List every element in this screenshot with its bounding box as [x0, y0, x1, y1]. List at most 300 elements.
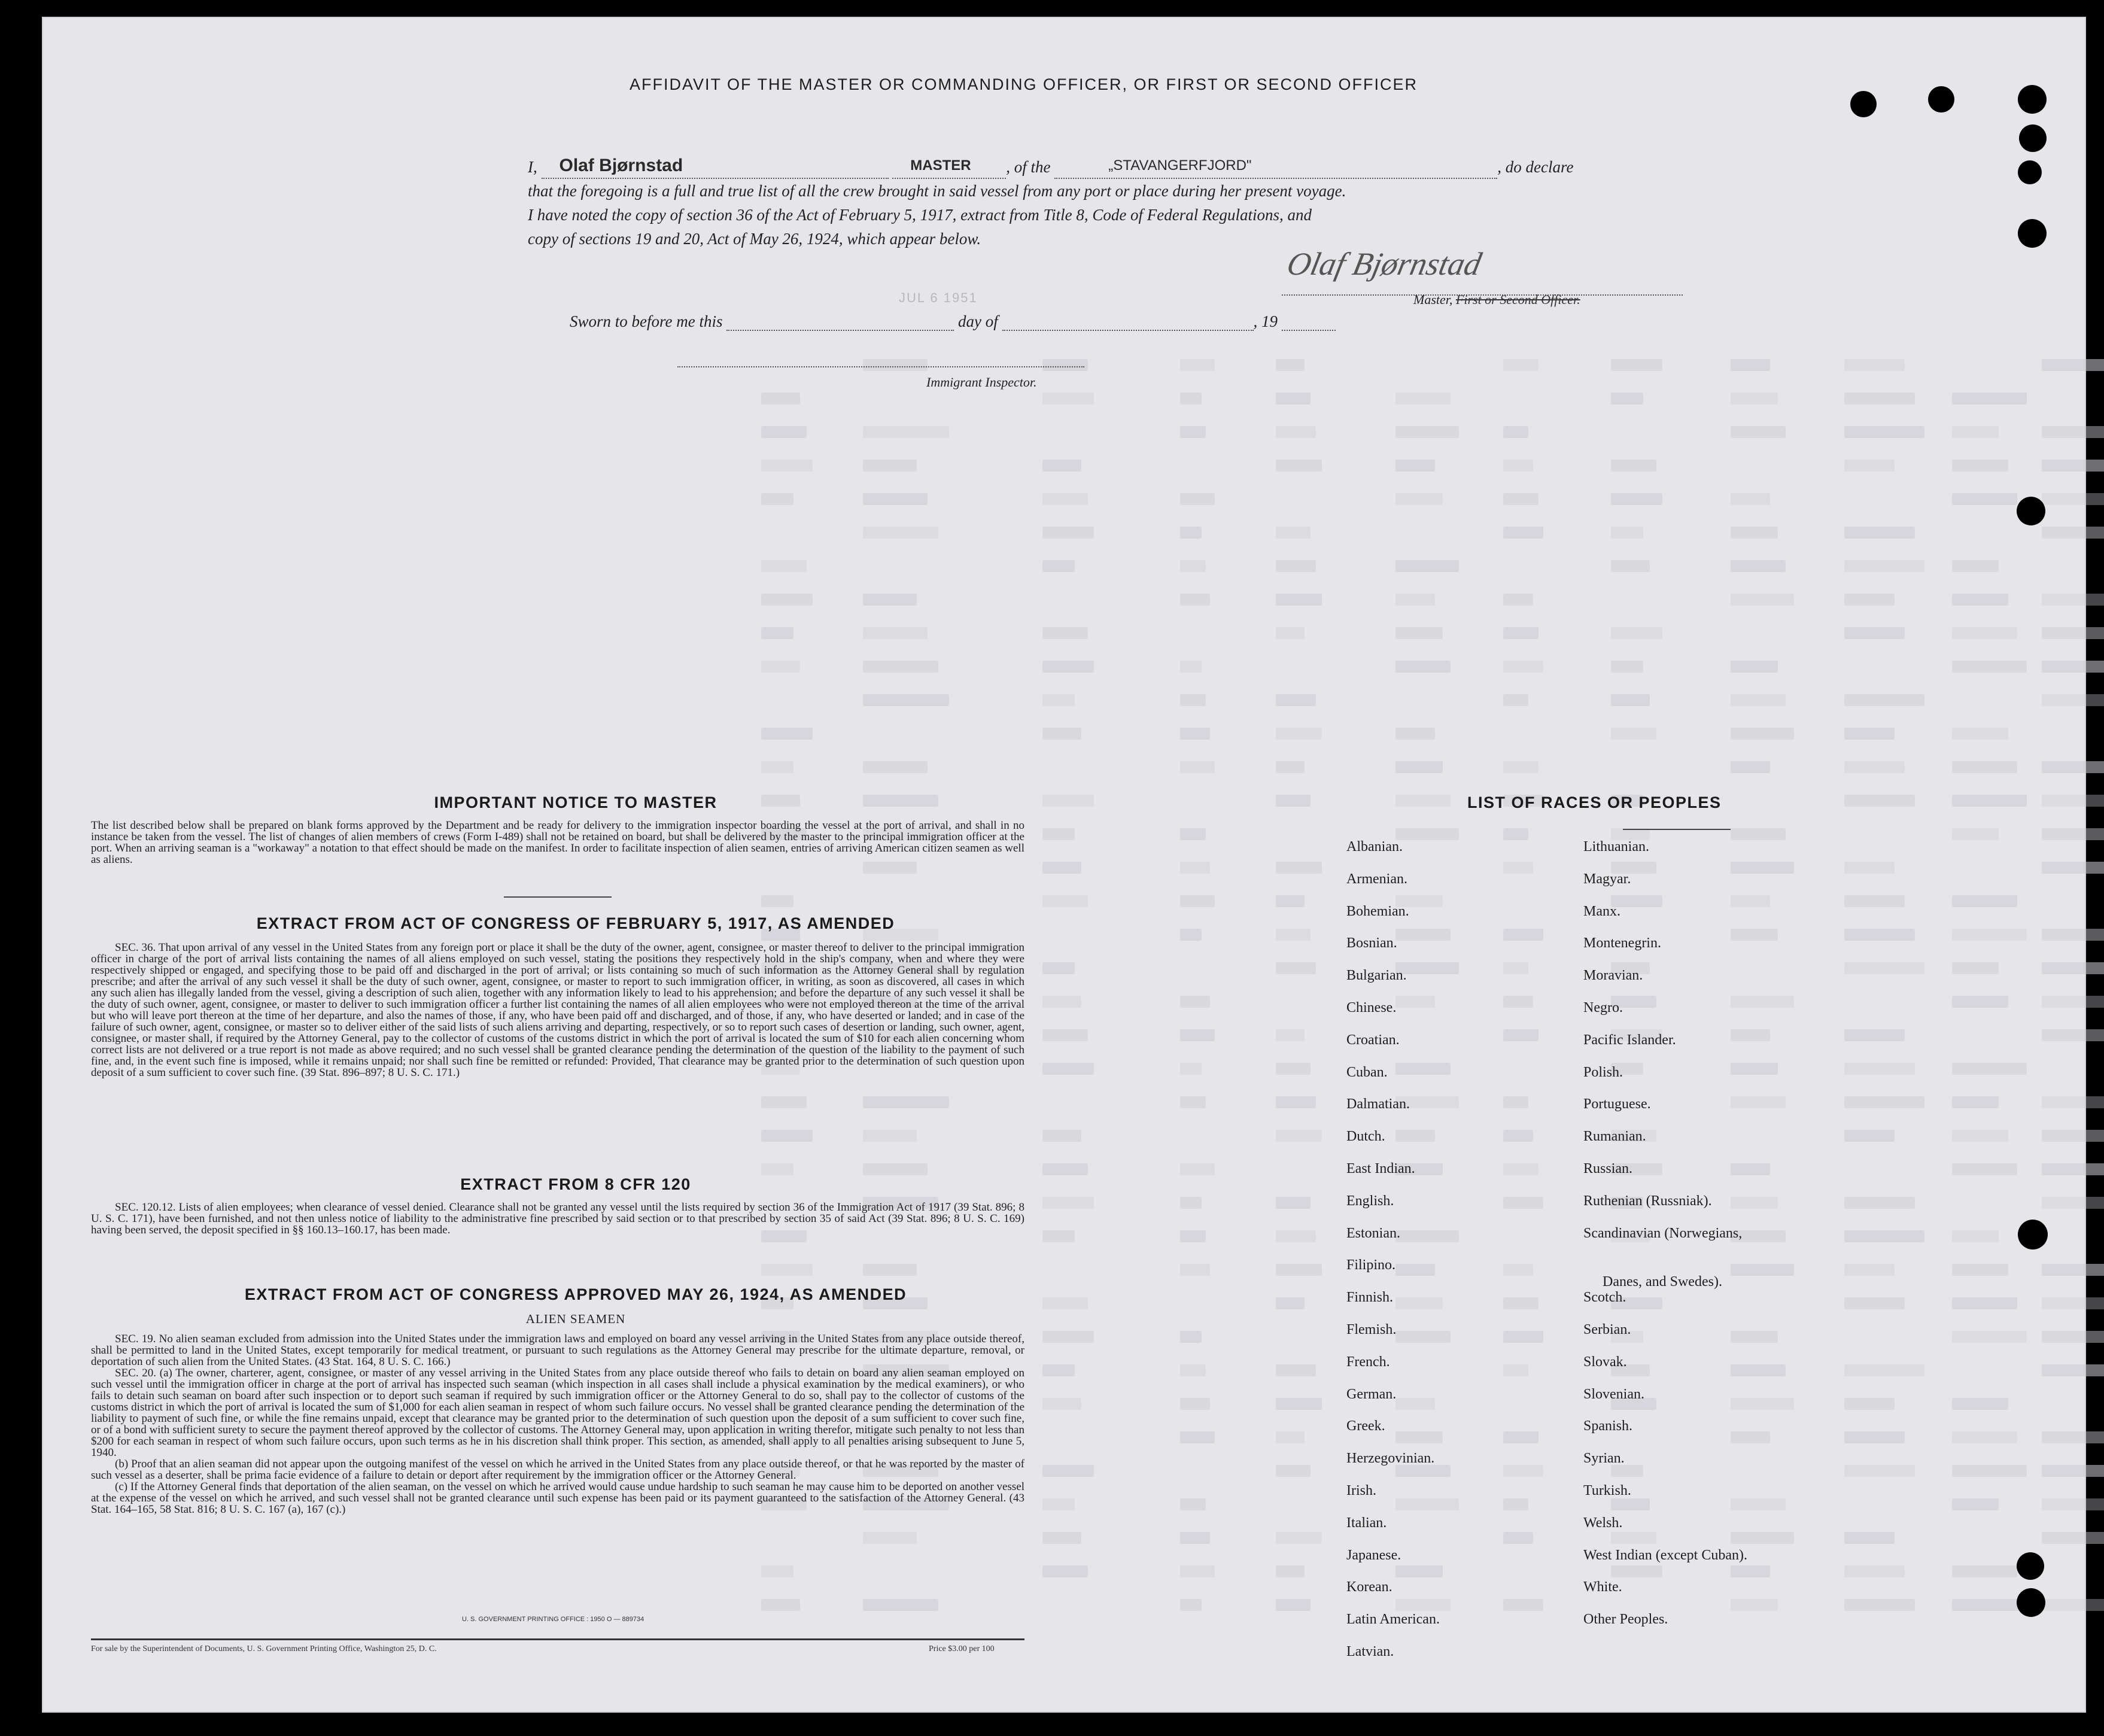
bleed-through-mark: [1042, 1465, 1094, 1477]
bleed-through-mark: [1276, 761, 1305, 773]
bleed-through-mark: [1276, 795, 1311, 807]
bleed-through-mark: [1611, 728, 1656, 740]
bleed-through-mark: [1276, 1297, 1305, 1309]
bleed-through-mark: [1844, 1130, 1895, 1142]
bleed-through-mark: [1180, 1063, 1202, 1075]
bleed-through-mark: [1395, 460, 1435, 472]
bleed-through-mark: [1731, 761, 1770, 773]
race-left-item: Latin American.: [1346, 1612, 1440, 1628]
bleed-through-mark: [1503, 1532, 1533, 1544]
bleed-through-mark: [2042, 1029, 2104, 1041]
race-left-item: Croatian.: [1346, 1032, 1400, 1048]
bleed-through-mark: [1180, 828, 1206, 840]
bleed-through-mark: [1042, 1532, 1081, 1544]
bleed-through-mark: [2042, 1498, 2104, 1510]
bleed-through-mark: [1952, 1599, 2027, 1611]
race-left-item: East Indian.: [1346, 1161, 1415, 1176]
bleed-through-mark: [863, 426, 949, 438]
bleed-through-mark: [1844, 1096, 1924, 1108]
bleed-through-mark: [1276, 1264, 1322, 1276]
bleed-through-mark: [1952, 460, 2008, 472]
bleed-through-mark: [1611, 560, 1650, 572]
bleed-through-mark: [1276, 460, 1322, 472]
bleed-through-mark: [1395, 1331, 1451, 1343]
bleed-through-mark: [1180, 694, 1206, 706]
race-right-item: Slovenian.: [1583, 1386, 1644, 1402]
bleed-through-mark: [1276, 1230, 1316, 1242]
bleed-through-mark: [1731, 862, 1794, 874]
bleed-through-mark: [1042, 962, 1075, 974]
bleed-through-mark: [1731, 426, 1786, 438]
race-right-item: Magyar.: [1583, 871, 1631, 887]
bleed-through-mark: [2042, 426, 2104, 438]
race-right-item: Scandinavian (Norwegians,: [1583, 1225, 1743, 1241]
sec-20c: (c) If the Attorney General finds that deportation of the alien seaman, on the vessel on which he arrived would cause undue hardship to such seaman he may cause him to be deported on another vessel at the expense of the vessel on which he arrived, and such vessel shall not be granted clearance until such expense has been paid or its payment guaranteed to the satisfaction of the Attorney General. (43 Stat. 164–165, 58 Stat. 816; 8 U. S. C. 167 (a), 167 (c).): [91, 1480, 1024, 1516]
bleed-through-mark: [1503, 1163, 1539, 1175]
bleed-through-mark: [1503, 1264, 1533, 1276]
bleed-through-mark: [1731, 996, 1794, 1008]
race-right-item: Other Peoples.: [1583, 1612, 1668, 1628]
sworn-month-field: [1002, 330, 1254, 331]
bleed-through-mark: [1731, 594, 1794, 606]
footer-sale-note: For sale by the Superintendent of Documents, U. S. Government Printing Office, Washington 25, D. C.: [91, 1644, 437, 1653]
bleed-through-mark: [1395, 1230, 1459, 1242]
bleed-through-mark: [1042, 560, 1075, 572]
bleed-through-mark: [1503, 929, 1543, 941]
bleed-through-mark: [863, 527, 938, 539]
bleed-through-mark: [1503, 1498, 1528, 1510]
bleed-through-mark: [2042, 627, 2104, 639]
bleed-through-mark: [1395, 761, 1443, 773]
bleed-through-mark: [1503, 493, 1539, 505]
bleed-through-mark: [1952, 728, 2008, 740]
bleed-through-mark: [1952, 795, 2027, 807]
bleed-through-mark: [1276, 1565, 1305, 1577]
bleed-through-mark: [2042, 1096, 2104, 1108]
bleed-through-mark: [1180, 1197, 1202, 1209]
bleed-through-mark: [1395, 996, 1435, 1008]
bleed-through-mark: [1276, 560, 1316, 572]
bleed-through-mark: [1952, 996, 2008, 1008]
bleed-through-mark: [1180, 594, 1210, 606]
bleed-through-mark: [863, 1163, 928, 1175]
punch-hole: [1928, 86, 1954, 113]
bleed-through-mark: [761, 728, 813, 740]
bleed-through-mark: [1395, 627, 1443, 639]
bleed-through-mark: [1503, 1096, 1528, 1108]
bleed-through-mark: [1180, 1264, 1210, 1276]
bleed-through-mark: [1611, 1565, 1662, 1577]
bleed-through-mark: [761, 1130, 813, 1142]
bleed-through-mark: [1180, 929, 1202, 941]
bleed-through-mark: [1731, 1264, 1794, 1276]
bleed-through-mark: [1844, 426, 1924, 438]
bleed-through-mark: [863, 761, 928, 773]
bleed-through-mark: [761, 761, 793, 773]
bleed-through-mark: [1611, 1498, 1650, 1510]
bleed-through-mark: [1731, 527, 1778, 539]
bleed-through-mark: [2042, 962, 2104, 974]
bleed-through-mark: [1042, 895, 1088, 907]
bleed-through-mark: [1611, 393, 1643, 405]
bleed-through-mark: [1395, 929, 1451, 941]
bleed-through-mark: [761, 627, 793, 639]
bleed-through-mark: [1180, 728, 1210, 740]
race-right-item: Danes, and Swedes).: [1603, 1274, 1722, 1290]
bleed-through-mark: [1952, 1230, 1999, 1242]
rank-field: [892, 153, 1006, 179]
bleed-through-mark: [863, 694, 949, 706]
bleed-through-mark: [1180, 1364, 1206, 1376]
bleed-through-mark: [2042, 1264, 2104, 1276]
bleed-through-mark: [1731, 560, 1786, 572]
bleed-through-mark: [2042, 694, 2104, 706]
bleed-through-mark: [1276, 393, 1311, 405]
bleed-through-mark: [761, 1565, 793, 1577]
bleed-through-mark: [761, 393, 800, 405]
race-left-item: Albanian.: [1346, 839, 1403, 855]
race-right-item: Portuguese.: [1583, 1096, 1651, 1112]
bleed-through-mark: [1042, 1565, 1088, 1577]
bleed-through-mark: [1952, 1264, 2008, 1276]
bleed-through-mark: [1952, 1431, 2017, 1443]
bleed-through-mark: [1395, 795, 1451, 807]
race-right-item: Russian.: [1583, 1161, 1633, 1176]
bleed-through-mark: [1731, 493, 1770, 505]
bleed-through-mark: [1042, 1398, 1081, 1410]
sworn-day-of: day of: [958, 312, 998, 330]
bleed-through-mark: [1180, 1599, 1202, 1611]
sworn-year-field: [1282, 330, 1336, 331]
bleed-through-mark: [1952, 1565, 2017, 1577]
bleed-through-mark: [1395, 828, 1459, 840]
sworn-year-label: , 19: [1253, 312, 1278, 330]
printer-imprint: U. S. GOVERNMENT PRINTING OFFICE : 1950 O — 889734: [462, 1616, 644, 1623]
bleed-through-mark: [1042, 1498, 1075, 1510]
bleed-through-mark: [2042, 359, 2104, 371]
master-signature: Olaf Bjørnstad: [1284, 246, 1485, 282]
bleed-through-mark: [1611, 493, 1662, 505]
bleed-through-mark: [1844, 393, 1915, 405]
race-right-item: Moravian.: [1583, 968, 1643, 984]
bleed-through-mark: [1042, 661, 1094, 673]
bleed-through-mark: [1395, 1130, 1435, 1142]
bleed-through-mark: [1276, 359, 1305, 371]
bleed-through-mark: [1731, 661, 1778, 673]
bleed-through-mark: [2042, 1297, 2104, 1309]
bleed-through-mark: [1276, 1599, 1311, 1611]
declaration-paragraph: [528, 153, 1665, 251]
bleed-through-mark: [761, 460, 813, 472]
bleed-through-mark: [1180, 527, 1202, 539]
date-stamp: JUL 6 1951: [899, 290, 978, 305]
bleed-through-mark: [1042, 1197, 1094, 1209]
bleed-through-mark: [863, 1599, 938, 1611]
bleed-through-mark: [1276, 1398, 1322, 1410]
bleed-through-mark: [2042, 1163, 2104, 1175]
race-left-item: Bohemian.: [1346, 903, 1409, 919]
race-right-item: Spanish.: [1583, 1418, 1633, 1434]
bleed-through-mark: [2042, 795, 2104, 807]
bleed-through-mark: [1952, 393, 2027, 405]
bleed-through-mark: [1952, 1297, 2017, 1309]
bleed-through-mark: [1731, 1197, 1778, 1209]
bleed-through-mark: [2042, 1331, 2104, 1343]
punch-hole: [2019, 124, 2047, 152]
bleed-through-mark: [1395, 1599, 1451, 1611]
bleed-through-mark: [1180, 393, 1202, 405]
bleed-through-mark: [863, 359, 928, 371]
race-left-item: Greek.: [1346, 1418, 1385, 1434]
bleed-through-mark: [1952, 1398, 2008, 1410]
race-left-item: Italian.: [1346, 1515, 1387, 1531]
bleed-through-mark: [1276, 1431, 1305, 1443]
bleed-through-mark: [1844, 1565, 1905, 1577]
bleed-through-mark: [1503, 962, 1528, 974]
bleed-through-mark: [2042, 661, 2104, 673]
race-right-item: Polish.: [1583, 1064, 1623, 1080]
bleed-through-mark: [1276, 1130, 1322, 1142]
bleed-through-mark: [1731, 895, 1770, 907]
signature-caption: [1413, 292, 1580, 308]
bleed-through-mark: [1042, 694, 1075, 706]
bleed-through-mark: [1180, 359, 1215, 371]
bleed-through-mark: [1503, 862, 1533, 874]
bleed-through-mark: [1731, 728, 1794, 740]
bleed-through-mark: [1180, 761, 1215, 773]
bleed-through-mark: [1042, 1230, 1075, 1242]
bleed-through-mark: [1276, 527, 1311, 539]
bleed-through-mark: [1731, 1063, 1778, 1075]
bleed-through-mark: [1952, 594, 2008, 606]
declaration-pronoun: I,: [528, 158, 537, 176]
bleed-through-mark: [1844, 1197, 1915, 1209]
bleed-through-mark: [1952, 1331, 2027, 1343]
bleed-through-mark: [1180, 1565, 1215, 1577]
bleed-through-mark: [1844, 1230, 1924, 1242]
bleed-through-mark: [1952, 1130, 2008, 1142]
bleed-through-mark: [1042, 1063, 1094, 1075]
bleed-through-mark: [761, 594, 813, 606]
race-right-item: Scotch.: [1583, 1290, 1626, 1306]
race-right-item: White.: [1583, 1579, 1622, 1595]
bleed-through-mark: [761, 493, 793, 505]
bleed-through-mark: [2042, 828, 2104, 840]
bleed-through-mark: [1844, 694, 1924, 706]
bleed-through-mark: [1611, 627, 1662, 639]
bleed-through-mark: [1276, 627, 1305, 639]
bleed-through-mark: [761, 1599, 800, 1611]
bleed-through-mark: [1611, 460, 1656, 472]
extract-1917-body: SEC. 36. That upon arrival of any vessel in the United States from any foreign port or place it shall be the duty of the owner, agent, consignee, or master thereof to deliver to the principal immigration officer in charge of the port of arrival lists containing the names of all aliens employed on such vessel, stating the positions they respectively hold in the ship's company, when and where they were respectively shipped or engaged, and specifying those to be paid off and discharged in the port of arrival; or lists containing so much of such information as the Attorney General shall by regulation prescribe; and after the arrival of any such vessel it shall be the duty of such owner, agent, consignee, or master to report to such immigration officer, in writing, as soon as discovered, all cases in which any such alien has illegally landed from the vessel, giving a description of such alien, together with any information likely to lead to his apprehension; and before the departure of any such vessel it shall be the duty of such owner, agent, consignee, or master to deliver to such immigration officer a further list containing the names of all alien employees who were not employed thereon at the time of the arrival but who will leave port thereon at the time of her departure, and also the names of those, if any, who have been paid off and discharged, and of those, if any, who have deserted or landed; and in case of the failure of such owner, agent, consignee, or master so to deliver either of the said lists of such aliens arriving and departing, respectively, or so to report such cases of desertion or landing, such owner, agent, consignee, or master shall, if required by the Attorney General, pay to the collector of customs of the customs district in which the port of arrival is located the sum of $10 for each alien concerning whom correct lists are not delivered or a true report is not made as above required; and no such vessel shall be granted clearance pending the determination of the question of the liability to the payment of such fine, and, in the event such fine is imposed, while it remains unpaid; nor shall such fine be remitted or refunded: Provided, That clearance may be granted prior to the determination of such question upon deposit of a sum sufficient to cover such fine. (39 Stat. 896–897; 8 U. S. C. 171.): [91, 941, 1024, 1079]
inspector-caption: Immigrant Inspector.: [926, 375, 1037, 390]
bleed-through-mark: [1731, 393, 1778, 405]
bleed-through-mark: [1276, 1532, 1322, 1544]
punch-hole: [2017, 1552, 2044, 1580]
bleed-through-mark: [1042, 493, 1088, 505]
bleed-through-mark: [1844, 862, 1895, 874]
extract-1924-title: EXTRACT FROM ACT OF CONGRESS APPROVED MAY 26, 1924, AS AMENDED: [244, 1285, 907, 1303]
bleed-through-mark: [1731, 1498, 1786, 1510]
bleed-through-mark: [1611, 828, 1650, 840]
bleed-through-mark: [1276, 1364, 1316, 1376]
race-right-item: Welsh.: [1583, 1515, 1623, 1531]
bleed-through-mark: [1276, 1197, 1311, 1209]
vessel-name: „STAVANGERFJORD": [1108, 157, 1252, 174]
bleed-through-mark: [1731, 1331, 1778, 1343]
bleed-through-mark: [1503, 594, 1533, 606]
race-right-item: Slovak.: [1583, 1354, 1627, 1370]
affidavit-title: AFFIDAVIT OF THE MASTER OR COMMANDING OFFICER, OR FIRST OR SECOND OFFICER: [630, 75, 1418, 93]
bleed-through-mark: [1952, 761, 2017, 773]
bleed-through-mark: [1276, 895, 1305, 907]
bleed-through-mark: [1503, 761, 1539, 773]
declaration-line-2: that the foregoing is a full and true list of all the crew brought in said vessel from any port or place during her present voyage.: [528, 182, 1346, 200]
bleed-through-mark: [1611, 527, 1643, 539]
bleed-through-mark: [1952, 1063, 2027, 1075]
race-left-item: Filipino.: [1346, 1257, 1396, 1273]
bleed-through-mark: [1952, 560, 1999, 572]
bleed-through-mark: [1503, 1029, 1539, 1041]
bleed-through-mark: [2042, 1532, 2104, 1544]
bleed-through-mark: [1180, 426, 1206, 438]
punch-hole: [2018, 219, 2047, 248]
bleed-through-mark: [1180, 1163, 1215, 1175]
bleed-through-mark: [1180, 661, 1202, 673]
bleed-through-mark: [1731, 1163, 1770, 1175]
bleed-through-mark: [1276, 694, 1316, 706]
declaration-line-1: [528, 153, 1665, 179]
races-title-rule: [1623, 829, 1731, 830]
race-left-item: French.: [1346, 1354, 1390, 1370]
race-right-item: Lithuanian.: [1583, 839, 1649, 855]
bleed-through-mark: [761, 1163, 793, 1175]
bleed-through-mark: [1844, 560, 1924, 572]
bleed-through-mark: [1731, 1565, 1770, 1577]
bleed-through-mark: [1395, 560, 1459, 572]
bleed-through-mark: [1731, 694, 1786, 706]
race-left-item: Irish.: [1346, 1483, 1376, 1498]
bleed-through-mark: [863, 1264, 917, 1276]
race-left-item: Armenian.: [1346, 871, 1407, 887]
bleed-through-mark: [1503, 527, 1543, 539]
bleed-through-mark: [2042, 862, 2104, 874]
bleed-through-mark: [1395, 1498, 1459, 1510]
race-left-item: Japanese.: [1346, 1547, 1401, 1563]
bleed-through-mark: [1844, 1398, 1895, 1410]
race-right-item: Ruthenian (Russniak).: [1583, 1193, 1712, 1209]
bleed-through-mark: [1276, 1029, 1305, 1041]
race-left-item: Korean.: [1346, 1579, 1392, 1595]
bleed-through-mark: [1503, 627, 1539, 639]
bleed-through-mark: [1395, 1063, 1451, 1075]
bleed-through-mark: [863, 1532, 917, 1544]
bleed-through-mark: [761, 1264, 813, 1276]
bleed-through-mark: [761, 661, 800, 673]
bleed-through-mark: [1844, 761, 1905, 773]
bleed-through-mark: [1395, 728, 1435, 740]
bleed-through-mark: [1503, 1431, 1539, 1443]
bleed-through-mark: [1503, 1364, 1528, 1376]
bleed-through-mark: [1042, 393, 1094, 405]
bleed-through-mark: [1844, 895, 1905, 907]
bleed-through-mark: [1611, 1532, 1656, 1544]
bleed-through-mark: [2042, 594, 2104, 606]
bleed-through-mark: [1844, 1264, 1895, 1276]
bleed-through-mark: [1503, 1465, 1543, 1477]
bleed-through-mark: [863, 460, 917, 472]
sec-20a: SEC. 20. (a) The owner, charterer, agent, consignee, or master of any vessel arriving in the United States from any place outside thereof who fails to detain on board any alien seaman employed on such vessel until the immigration officer in charge at the port of arrival has inspected such seaman (which inspection in all cases shall include a physical examination by the medical examiners), or who fails to detain such seaman on board after such inspection or to deport such seaman if required by such immigration officer or the Attorney General to do so, shall pay to the collector of customs of the customs district in which the port of arrival is located the sum of $1,000 for each alien seaman in respect of whom such failure occurs. No vessel shall be granted clearance pending the determination of the liability to payment of such fine, or while the fine remains unpaid, except that clearance may be granted prior to the determination of such question upon the deposit of a sum sufficient to cover such fine, or of a bond with sufficient surety to secure the payment thereof approved by the collector of customs. The Attorney General may, upon application in writing therefor, mitigate such penalty to not less than $200 for each seaman in respect of whom such failure occurs, upon such terms as he in his discretion shall think proper. This section, as amended, shall apply to all penalties arising subsequent to June 5, 1940.: [91, 1367, 1024, 1459]
bleed-through-mark: [1731, 929, 1778, 941]
race-left-item: German.: [1346, 1386, 1397, 1402]
bleed-through-mark: [2042, 1465, 2104, 1477]
bleed-through-mark: [1180, 1230, 1206, 1242]
race-right-item: Rumanian.: [1583, 1129, 1646, 1145]
punch-hole: [2018, 1220, 2048, 1249]
bleed-through-mark: [1503, 426, 1528, 438]
punch-hole: [2017, 497, 2045, 525]
punch-hole: [2018, 85, 2047, 114]
bleed-through-mark: [1952, 1465, 2027, 1477]
extract-1924-body: [91, 1333, 1024, 1515]
bleed-through-mark: [1395, 426, 1459, 438]
bleed-through-mark: [1503, 661, 1543, 673]
bleed-through-mark: [2042, 460, 2104, 472]
caption-master: Master,: [1413, 292, 1453, 307]
bleed-through-mark: [761, 895, 793, 907]
bleed-through-mark: [1180, 862, 1210, 874]
bleed-through-mark: [1395, 1398, 1435, 1410]
bleed-through-mark: [1844, 1431, 1905, 1443]
caption-struck-officer: First or Second Officer.: [1455, 292, 1580, 307]
bleed-through-mark: [1844, 1063, 1915, 1075]
race-left-item: Finnish.: [1346, 1290, 1394, 1306]
race-left-item: Cuban.: [1346, 1064, 1388, 1080]
bleed-through-mark: [1042, 359, 1088, 371]
bleed-through-mark: [1042, 728, 1081, 740]
bleed-through-mark: [1952, 1096, 1999, 1108]
bleed-through-mark: [1503, 1197, 1543, 1209]
bleed-through-mark: [1844, 1532, 1895, 1544]
bleed-through-mark: [1180, 1498, 1206, 1510]
race-right-item: Montenegrin.: [1583, 935, 1661, 951]
bleed-through-mark: [2042, 1364, 2104, 1376]
cfr-120-title: EXTRACT FROM 8 CFR 120: [460, 1175, 691, 1193]
bleed-through-mark: [1844, 929, 1915, 941]
bleed-through-mark: [1180, 1096, 1206, 1108]
bleed-through-mark: [1276, 1465, 1311, 1477]
cfr-120-body: SEC. 120.12. Lists of alien employees; when clearance of vessel denied. Clearance shall not be granted any vessel until the lists required by section 36 of the Immigration Act of 1917 (39 Stat. 896; 8 U. S. C. 171), have been furnished, and not then unless notice of liability to the administrative fine prescribed by said section or to that prescribed by section 35 of said Act (39 Stat. 896; 8 U. S. C. 169) having been served, the deposit specified in §§ 160.13–160.17, has been made.: [91, 1201, 1024, 1236]
punch-hole: [2018, 160, 2042, 184]
race-left-item: Herzegovinian.: [1346, 1451, 1435, 1467]
bleed-through-mark: [1042, 862, 1081, 874]
notice-title: IMPORTANT NOTICE TO MASTER: [434, 793, 717, 811]
notice-body: The list described below shall be prepared on blank forms approved by the Department and be ready for delivery to the immigration inspector boarding the vessel at the port of arrival, and shall in no instance be taken from the vessel. The list of changes of alien members of crews (Form I-489) shall not be retained on board, but shall be delivered by the master to the principal immigration officer at the port. When an arriving seaman is a "workaway" a notation to that effect should be made on the manifest. In order to facilitate inspection of alien seamen, entries of arriving American citizen seamen as well as aliens.: [91, 819, 1024, 866]
declaration-line-3: I have noted the copy of section 36 of the Act of February 5, 1917, extract from Title 8, Code of Federal Regulations, and: [528, 206, 1312, 224]
race-left-item: Bosnian.: [1346, 935, 1397, 951]
bleed-through-mark: [863, 493, 928, 505]
bleed-through-mark: [1503, 460, 1533, 472]
race-left-item: Bulgarian.: [1346, 968, 1407, 984]
bleed-through-mark: [1844, 1465, 1915, 1477]
bleed-through-mark: [2042, 929, 2104, 941]
bleed-through-mark: [1611, 661, 1643, 673]
race-right-item: Pacific Islander.: [1583, 1032, 1676, 1048]
bleed-through-mark: [1276, 1096, 1316, 1108]
bleed-through-mark: [2042, 1599, 2104, 1611]
bleed-through-mark: [1844, 728, 1895, 740]
bleed-through-mark: [1180, 493, 1215, 505]
